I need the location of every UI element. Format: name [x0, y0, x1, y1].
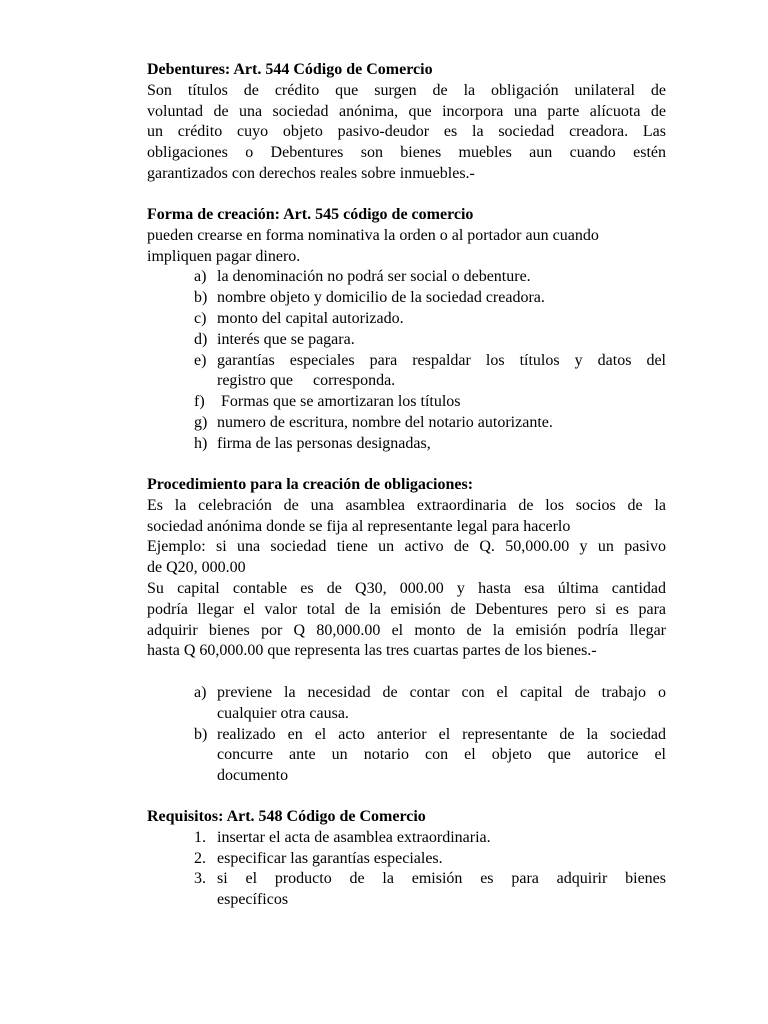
- list-item: [147, 392, 666, 413]
- list-item-text: interés que se pagara.: [217, 330, 355, 348]
- list-item-text: concurre ante un notario con el objeto que autorice el: [217, 746, 666, 764]
- list-item-text: realizado en el acto anterior el representante de la sociedad: [217, 725, 666, 743]
- list-marker: 1.: [194, 828, 206, 846]
- list-item: [147, 828, 666, 849]
- list-marker: 2.: [194, 849, 206, 867]
- section-forma-creacion: [147, 205, 666, 455]
- list-item: [147, 330, 666, 351]
- list-item: [147, 288, 666, 309]
- paragraph-line: Su capital contable es de Q30, 000.00 y hasta esa última cantidad: [147, 579, 666, 597]
- list-item: [147, 351, 666, 393]
- list-marker: 3.: [194, 870, 206, 888]
- paragraph-line: voluntad de una sociedad anónima, que incorpora una parte alícuota de: [147, 102, 666, 120]
- paragraph-line: garantizados con derechos reales sobre inmuebles.-: [147, 164, 475, 182]
- list-item-text: previene la necesidad de contar con el capital de trabajo o: [217, 683, 666, 701]
- list-item-text: especificar las garantías especiales.: [217, 849, 443, 867]
- list-item: [147, 413, 666, 434]
- list-marker: c): [194, 309, 207, 327]
- list-item-text: garantías especiales para respaldar los títulos y datos del: [217, 351, 666, 369]
- list-item-text: registro que corresponda.: [217, 372, 396, 390]
- list-item-text: la denominación no podrá ser social o debenture.: [217, 268, 531, 286]
- paragraph-line: de Q20, 000.00: [147, 559, 246, 577]
- paragraph-line: impliquen pagar dinero.: [147, 247, 301, 265]
- list-item: [147, 725, 666, 787]
- paragraph-line: podría llegar el valor total de la emisión de Debentures pero si es para: [147, 600, 666, 618]
- list-item: [147, 683, 666, 725]
- heading-forma-creacion: Forma de creación: Art. 545 código de comercio: [147, 206, 474, 223]
- heading-requisitos: Requisitos: Art. 548 Código de Comercio: [147, 808, 426, 825]
- list-marker: d): [194, 330, 208, 348]
- paragraph-line: obligaciones o Debentures son bienes muebles aun cuando estén: [147, 144, 666, 162]
- paragraph-line: Ejemplo: si una sociedad tiene un activo de Q. 50,000.00 y un pasivo: [147, 538, 666, 556]
- list-item-text: nombre objeto y domicilio de la sociedad creadora.: [217, 289, 545, 307]
- spacer: [147, 662, 666, 683]
- list-item-text: Formas que se amortizaran los títulos: [217, 393, 461, 411]
- section-requisitos: [147, 807, 666, 911]
- section-debentures: [147, 60, 666, 185]
- list-item: [147, 849, 666, 870]
- paragraph-line: hasta Q 60,000.00 que representa las tres cuartas partes de los bienes.-: [147, 642, 597, 660]
- paragraph-line: Son títulos de crédito que surgen de la obligación unilateral de: [147, 81, 666, 99]
- list-marker: b): [194, 289, 208, 307]
- list-item-text: documento: [217, 767, 289, 785]
- list-item: [147, 434, 666, 455]
- list-item-text: si el producto de la emisión es para adquirir bienes: [217, 870, 666, 888]
- paragraph-line: un crédito cuyo objeto pasivo-deudor es la sociedad creadora. Las: [147, 123, 666, 141]
- list-marker: g): [194, 413, 208, 431]
- heading-debentures: Debentures: Art. 544 Código de Comercio: [147, 61, 433, 78]
- list-marker: h): [194, 434, 208, 452]
- list-item: [147, 309, 666, 330]
- list-item-text: monto del capital autorizado.: [217, 309, 404, 327]
- list-item-text: numero de escritura, nombre del notario autorizante.: [217, 413, 553, 431]
- paragraph-line: sociedad anónima donde se fija al representante legal para hacerlo: [147, 517, 571, 535]
- list-item-text: específicos: [217, 891, 289, 909]
- list-item-text: insertar el acta de asamblea extraordinaria.: [217, 828, 491, 846]
- list-item: [147, 267, 666, 288]
- list-marker: e): [194, 351, 207, 369]
- paragraph-line: Es la celebración de una asamblea extraordinaria de los socios de la: [147, 496, 666, 514]
- list-marker: f): [194, 393, 205, 411]
- heading-procedimiento: Procedimiento para la creación de obligaciones:: [147, 476, 474, 493]
- list-item-text: cualquier otra causa.: [217, 704, 349, 722]
- paragraph-line: pueden crearse en forma nominativa la orden o al portador aun cuando: [147, 226, 599, 244]
- list-item: [147, 869, 666, 911]
- paragraph-line: adquirir bienes por Q 80,000.00 el monto de la emisión podría llegar: [147, 621, 666, 639]
- section-procedimiento: [147, 475, 666, 787]
- list-marker: b): [194, 725, 208, 743]
- list-marker: a): [194, 683, 207, 701]
- list-item-text: firma de las personas designadas,: [217, 434, 431, 452]
- list-marker: a): [194, 268, 207, 286]
